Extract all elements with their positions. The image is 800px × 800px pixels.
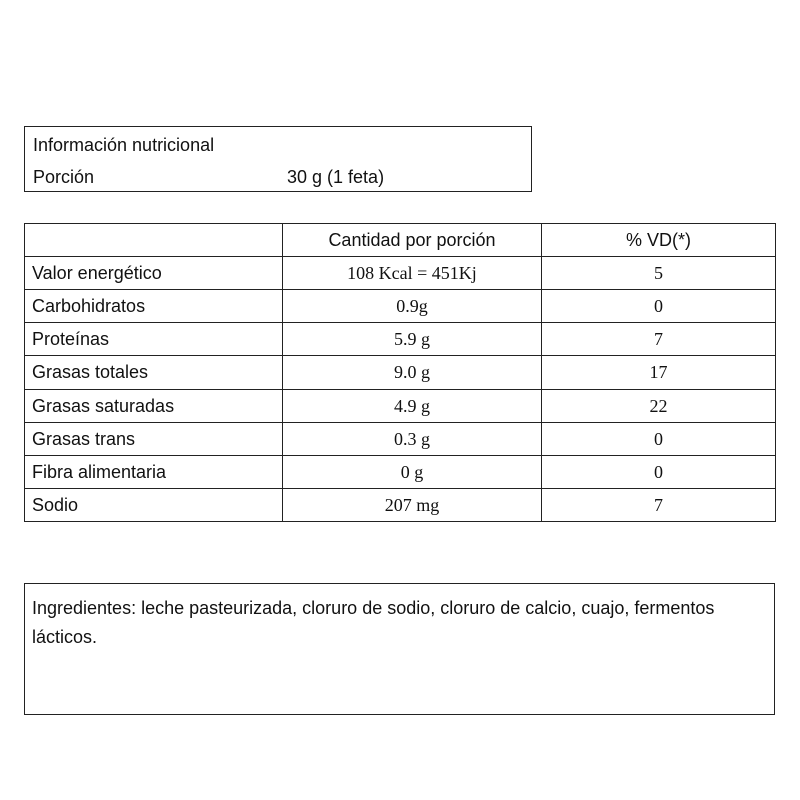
nutrient-name: Grasas trans [25,422,283,455]
nutrition-table [24,223,776,522]
nutrient-amount: 0.9g [283,290,542,323]
nutrition-title: Información nutricional [33,135,215,155]
nutrient-amount: 5.9 g [283,323,542,356]
nutrient-name: Proteínas [25,323,283,356]
nutrient-amount: 0.3 g [283,422,542,455]
nutrition-header-box [24,126,532,192]
ingredients-text: Ingredientes: leche pasteurizada, cloruro de sodio, cloruro de calcio, cuajo, fermentos lácticos. [32,598,715,647]
nutrient-name: Fibra alimentaria [25,455,283,488]
nutrient-vd: 0 [542,290,776,323]
portion-label: Porción [33,167,95,187]
table-row [25,323,776,356]
nutrient-vd: 0 [542,422,776,455]
nutrient-name: Grasas totales [25,356,283,389]
nutrient-vd: 7 [542,323,776,356]
column-header-nutrient [25,224,283,257]
nutrient-amount: 0 g [283,455,542,488]
table-row [25,257,776,290]
column-header-amount: Cantidad por porción [283,224,542,257]
nutrient-vd: 22 [542,389,776,422]
nutrient-vd: 17 [542,356,776,389]
table-row [25,488,776,521]
nutrient-name: Valor energético [25,257,283,290]
table-header-row [25,224,776,257]
nutrient-name: Grasas saturadas [25,389,283,422]
table-row [25,422,776,455]
nutrient-vd: 5 [542,257,776,290]
table-row [25,455,776,488]
ingredients-box [24,583,775,715]
nutrient-amount: 4.9 g [283,389,542,422]
table-row [25,389,776,422]
nutrient-amount: 9.0 g [283,356,542,389]
nutrient-vd: 7 [542,488,776,521]
nutrient-vd: 0 [542,455,776,488]
table-row [25,290,776,323]
table-row [25,356,776,389]
portion-value: 30 g (1 feta) [287,167,385,187]
nutrient-name: Sodio [25,488,283,521]
nutrient-amount: 108 Kcal = 451Kj [283,257,542,290]
nutrient-amount: 207 mg [283,488,542,521]
nutrient-name: Carbohidratos [25,290,283,323]
column-header-vd: % VD(*) [542,224,776,257]
